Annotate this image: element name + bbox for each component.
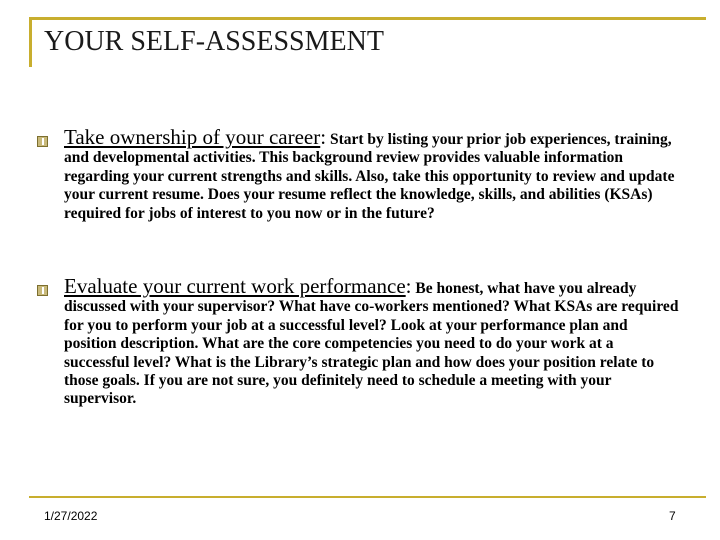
frame-left-rule <box>29 17 32 67</box>
bullet-text: Be honest, what have you already discussed with your supervisor? What have co-workers mentioned? What KSAs are required for you to perform your job at a successful level? Look at your performance plan and position description. What are the core competencies you need to do your work at a successful level? What is the Library’s strategic plan and how does your position relate to those goals. If you are not sure, you definitely need to schedule a meeting with your supervisor. <box>64 280 679 408</box>
bullet-item-career <box>64 125 680 223</box>
bullet-colon: : <box>320 125 327 149</box>
bullet-square-icon <box>37 136 48 147</box>
bullet-square-icon <box>37 285 48 296</box>
bullet-text: Start by listing your prior job experiences, training, and developmental activities. This background review provides valuable information regarding your current strengths and skills. Also, take this opportunity to review and update your current resume. Does your resume reflect the knowledge, skills, and abilities (KSAs) required for jobs of interest to you now or in the future? <box>64 131 675 222</box>
bullet-colon: : <box>405 274 412 298</box>
page-number: 7 <box>669 509 676 523</box>
bullet-item-performance <box>64 274 680 409</box>
slide-title: YOUR SELF-ASSESSMENT <box>44 26 384 57</box>
footer-rule <box>29 496 706 498</box>
frame-top-rule <box>29 17 706 20</box>
footer-date: 1/27/2022 <box>44 509 98 523</box>
bullet-heading: Take ownership of your career <box>64 125 321 149</box>
bullet-heading: Evaluate your current work performance <box>64 274 406 298</box>
